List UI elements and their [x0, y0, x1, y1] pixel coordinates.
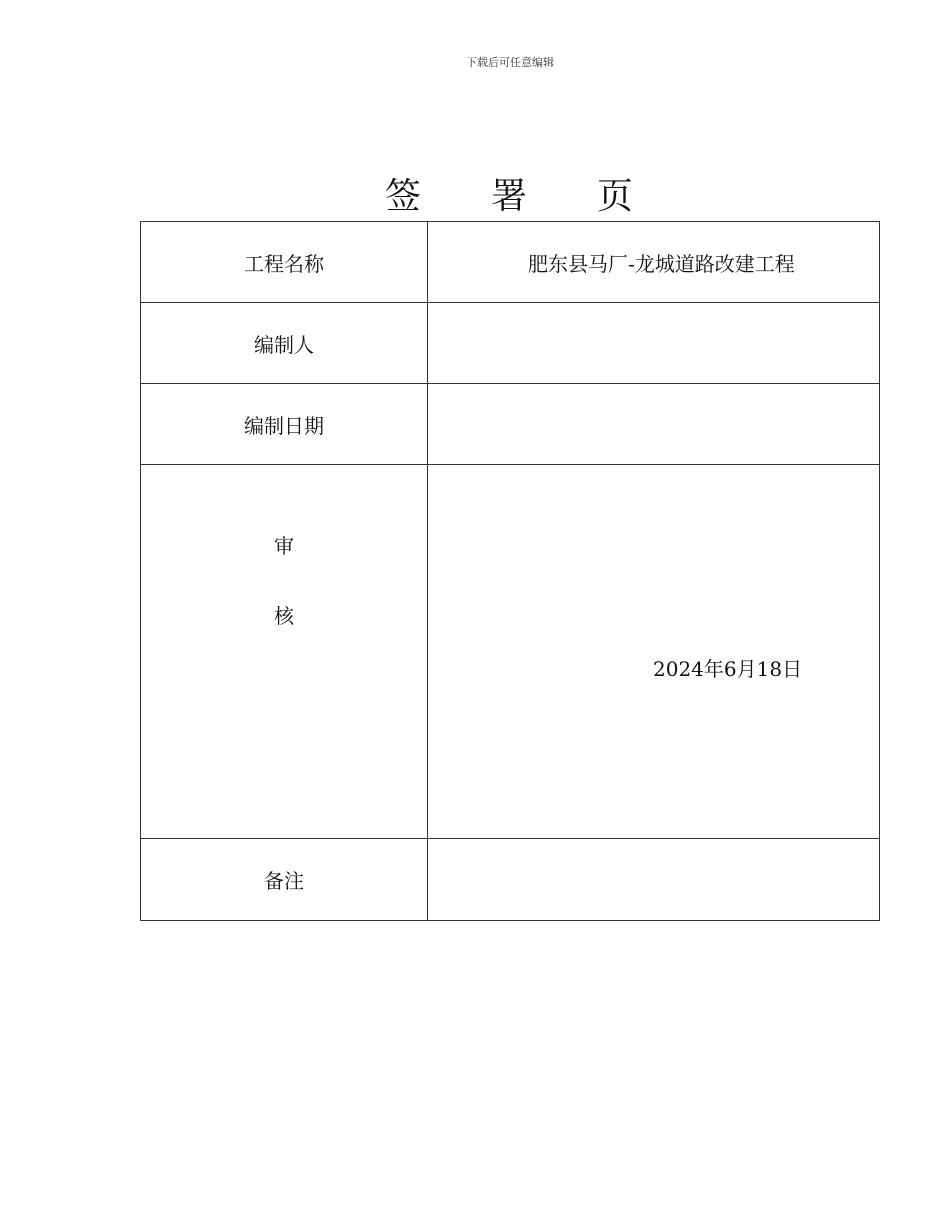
compile-date-value: [428, 384, 880, 465]
remark-value: [428, 839, 880, 921]
project-name-value: 肥东县马厂-龙城道路改建工程: [528, 251, 795, 276]
table-row-compile-date: [141, 384, 880, 465]
review-label: [141, 465, 427, 651]
review-label-cell: [141, 465, 428, 839]
title-char-3: 页: [597, 176, 636, 217]
page-title: [0, 168, 950, 219]
signature-table: [140, 221, 880, 921]
review-label-line-1: 审: [274, 534, 294, 558]
compile-date-label: 编制日期: [141, 384, 428, 465]
review-date: 2024年6月18日: [653, 657, 803, 681]
compiler-label: 编制人: [141, 303, 428, 384]
header-note: 下载后可任意编辑: [466, 56, 554, 69]
project-name-label: 工程名称: [141, 222, 428, 303]
table-row-remark: [141, 839, 880, 921]
review-label-line-2: 核: [274, 604, 294, 628]
table-row-review: [141, 465, 880, 839]
project-name-value-cell: [428, 222, 880, 303]
remark-label: 备注: [141, 839, 428, 921]
title-char-2: 署: [490, 176, 529, 217]
table-row-project-name: [141, 222, 880, 303]
review-value-cell: [428, 465, 880, 839]
table-row-compiler: [141, 303, 880, 384]
title-char-1: 签: [384, 176, 423, 217]
compiler-value: [428, 303, 880, 384]
